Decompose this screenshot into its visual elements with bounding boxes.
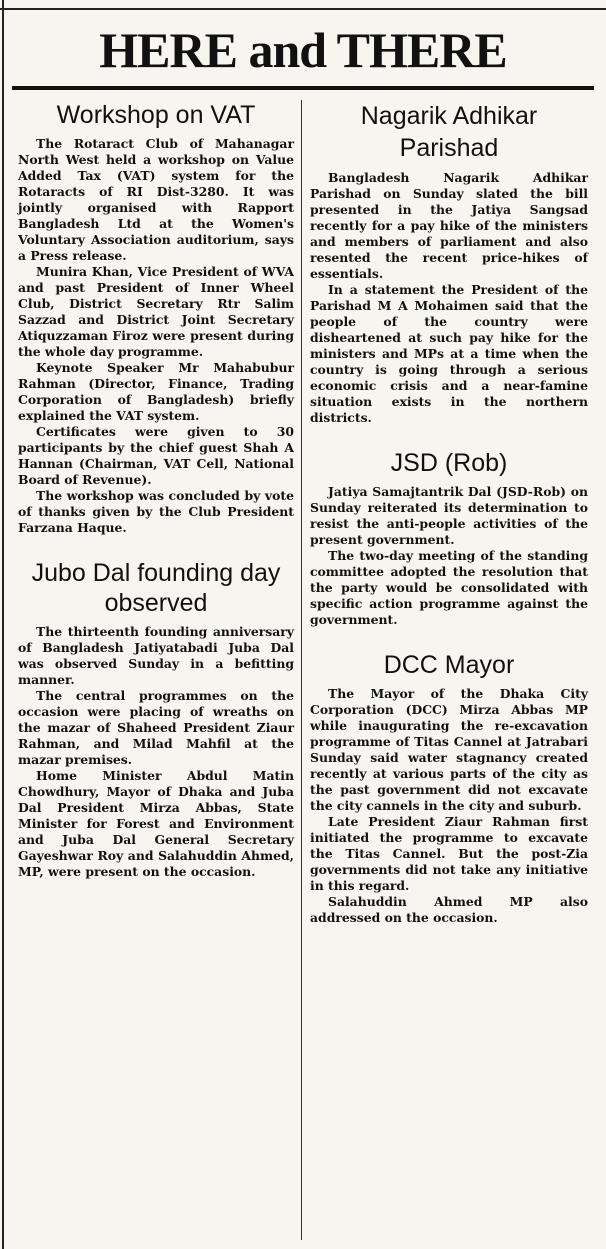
story-paragraph: The workshop was concluded by vote of thanks given by the Club President Farzana Haque. xyxy=(18,488,294,535)
story-jsd-rob xyxy=(310,448,588,628)
left-column xyxy=(18,100,294,896)
story-paragraph: Home Minister Abdul Matin Chowdhury, Mayor of Dhaka and Juba Dal President Mirza Abbas, State Minister for Forest and Environment and Juba Dal General Secretary Gayeshwar Roy and Salahuddin Ahmed, MP, were present on the occasion. xyxy=(18,768,294,879)
story-paragraph: The Mayor of the Dhaka City Corporation (DCC) Mirza Abbas MP while inaugurating the re-excavation programme of Titas Cannel at Jatrabari Sunday said water stagnancy created recently at various parts of the city as the past government did not excavate the city cannels in the city and suburb. xyxy=(310,686,588,813)
story-dcc-mayor xyxy=(310,650,588,926)
story-paragraph: The central programmes on the occasion were placing of wreaths on the mazar of Shaheed President Ziaur Rahman, and Milad Mahfil at the mazar premises. xyxy=(18,688,294,767)
story-paragraph: Certificates were given to 30 participants by the chief guest Shah A Hannan (Chairman, VAT Cell, National Board of Revenue). xyxy=(18,424,294,487)
story-paragraph: Late President Ziaur Rahman first initiated the programme to excavate the Titas Cannel. But the post-Zia governments did not take any initiative in this regard. xyxy=(310,814,588,893)
story-paragraph: Keynote Speaker Mr Mahabubur Rahman (Director, Finance, Trading Corporation of Bangladesh) briefly explained the VAT system. xyxy=(18,360,294,423)
right-column xyxy=(310,100,588,942)
story-headline: DCC Mayor xyxy=(383,651,515,679)
story-vat-workshop xyxy=(18,100,294,536)
story-paragraph: In a statement the President of the Parishad M A Mohaimen said that the people of the country were disheartened at such pay hike for the ministers and MPs at a time when the country is going through a serious economic crisis and a near-famine situation exists in the northern districts. xyxy=(310,282,588,425)
story-paragraph: The Rotaract Club of Mahanagar North West held a workshop on Value Added Tax (VAT) system for the Rotaracts of RI Dist-3280. It was jointly organised with Rapport Bangladesh Ltd at the Women's Voluntary Association auditorium, says a Press release. xyxy=(18,136,294,263)
story-headline: Nagarik Adhikar Parishad xyxy=(360,102,538,162)
masthead-rule xyxy=(12,86,594,90)
top-border xyxy=(0,0,606,10)
column-divider xyxy=(301,100,302,1240)
story-jubo-dal xyxy=(18,558,294,880)
masthead xyxy=(0,10,606,92)
story-paragraph: Jatiya Samajtantrik Dal (JSD-Rob) on Sunday reiterated its determination to resist the anti-people activities of the present government. xyxy=(310,484,588,547)
story-headline: Jubo Dal founding day observed xyxy=(31,559,281,617)
story-paragraph: Salahuddin Ahmed MP also addressed on the occasion. xyxy=(310,894,588,925)
story-paragraph: Munira Khan, Vice President of WVA and past President of Inner Wheel Club, District Secretary Rtr Salim Sazzad and District Joint Secretary Atiquzzaman Firoz were present during the whole day programme. xyxy=(18,264,294,359)
story-headline: Workshop on VAT xyxy=(56,101,256,129)
story-headline: JSD (Rob) xyxy=(390,449,508,477)
story-paragraph: The thirteenth founding anniversary of Bangladesh Jatiyatabadi Juba Dal was observed Sunday in a befitting manner. xyxy=(18,624,294,687)
page-title: HERE and THERE xyxy=(99,22,507,78)
left-border xyxy=(2,0,4,1249)
story-paragraph: Bangladesh Nagarik Adhikar Parishad on Sunday slated the bill presented in the Jatiya Sangsad recently for a pay hike of the ministers and members of parliament and also resented the recent price-hikes of essentials. xyxy=(310,170,588,281)
story-nagarik-adhikar xyxy=(310,100,588,426)
story-paragraph: The two-day meeting of the standing committee adopted the resolution that the party would be consolidated with specific action programme against the government. xyxy=(310,548,588,627)
